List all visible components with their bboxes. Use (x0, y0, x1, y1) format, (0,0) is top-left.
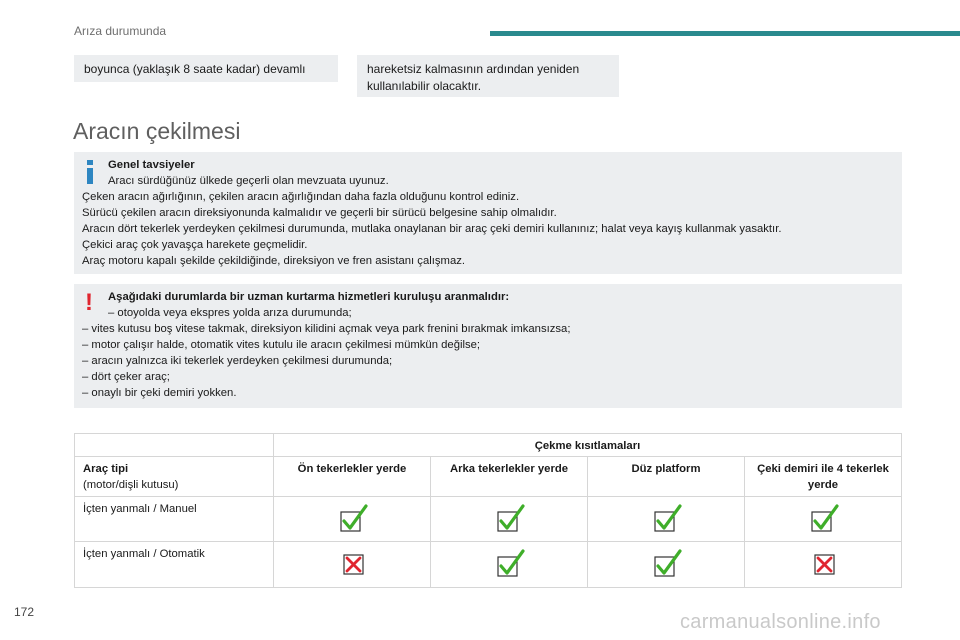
warning-box (74, 284, 902, 408)
check-icon (810, 504, 840, 534)
info-line: Araç motoru kapalı şekilde çekildiğinde, direksiyon ve fren asistanı çalışmaz. (82, 255, 466, 267)
cross-icon (810, 549, 840, 579)
warning-line: – aracın yalnızca iki tekerlek yerdeyken çekilmesi durumunda; (82, 355, 393, 367)
table-type-subheader: (motor/dişli kutusu) (83, 479, 179, 491)
warning-line: – motor çalışır halde, otomatik vites kutulu ile aracın çekilmesi mümkün değilse; (82, 339, 481, 351)
info-icon (86, 160, 94, 184)
table-row-label: İçten yanmalı / Manuel (83, 503, 197, 515)
header-title: Arıza durumunda (74, 24, 167, 38)
cross-icon (339, 549, 369, 579)
warning-line: – onaylı bir çeki demiri yokken. (82, 387, 237, 399)
continued-text-left (74, 55, 338, 82)
check-icon (496, 504, 526, 534)
check-icon (653, 504, 683, 534)
watermark: carmanualsonline.info (680, 611, 881, 633)
table-column-header: Düz platform (631, 463, 701, 475)
continued-text-right (357, 55, 619, 97)
table-divider (75, 456, 901, 457)
table-column-header: Arka tekerlekler yerde (449, 463, 569, 475)
header-accent-bar (490, 31, 960, 36)
continued-text-left-line: boyunca (yaklaşık 8 saate kadar) devamlı (84, 62, 306, 76)
warning-heading: Aşağıdaki durumlarda bir uzman kurtarma hizmetleri kuruluşu aranmalıdır: (108, 291, 510, 303)
warning-line: – dört çeker araç; (82, 371, 170, 383)
table-column-header: Ön tekerlekler yerde (297, 463, 407, 475)
continued-text-right-line: kullanılabilir olacaktır. (367, 79, 482, 93)
table-divider (273, 434, 274, 587)
info-box (74, 152, 902, 274)
towing-table (74, 433, 902, 588)
info-line: Sürücü çekilen aracın direksiyonunda kalmalıdır ve geçerli bir sürücü belgesine sahip olmalıdır. (82, 207, 557, 219)
section-title: Aracın çekilmesi (73, 118, 241, 144)
check-icon (339, 504, 369, 534)
check-icon (653, 549, 683, 579)
info-heading: Genel tavsiyeler (108, 159, 195, 171)
check-icon (496, 549, 526, 579)
info-line: Aracın dört tekerlek yerdeyken çekilmesi durumunda, mutlaka onaylanan bir araç çeki demiri kullanınız; halat veya kayış kullanmak yasaktır. (82, 223, 782, 235)
table-column-header: Çeki demiri ile 4 tekerlek yerde (757, 463, 889, 491)
info-line: Çekici araç çok yavaşça harekete geçmelidir. (82, 239, 308, 251)
warning-line: – vites kutusu boş vitese takmak, direksiyon kilidini açmak veya park frenini bırakmak imkansızsa; (82, 323, 571, 335)
info-line: Çeken aracın ağırlığının, çekilen aracın ağırlığından daha fazla olduğunu kontrol ediniz. (82, 191, 520, 203)
warning-line: – otoyolda veya ekspres yolda arıza durumunda; (108, 307, 352, 319)
page-number: 172 (14, 605, 35, 619)
table-divider (75, 496, 901, 497)
warning-icon: ! (85, 289, 93, 316)
continued-text-right-line: hareketsiz kalmasının ardından yeniden (367, 62, 580, 76)
table-divider (75, 541, 901, 542)
table-group-header: Çekme kısıtlamaları (534, 440, 641, 452)
table-type-header: Araç tipi (83, 463, 129, 475)
table-row-label: İçten yanmalı / Otomatik (83, 548, 205, 560)
info-line: Aracı sürdüğünüz ülkede geçerli olan mevzuata uyunuz. (108, 175, 389, 187)
